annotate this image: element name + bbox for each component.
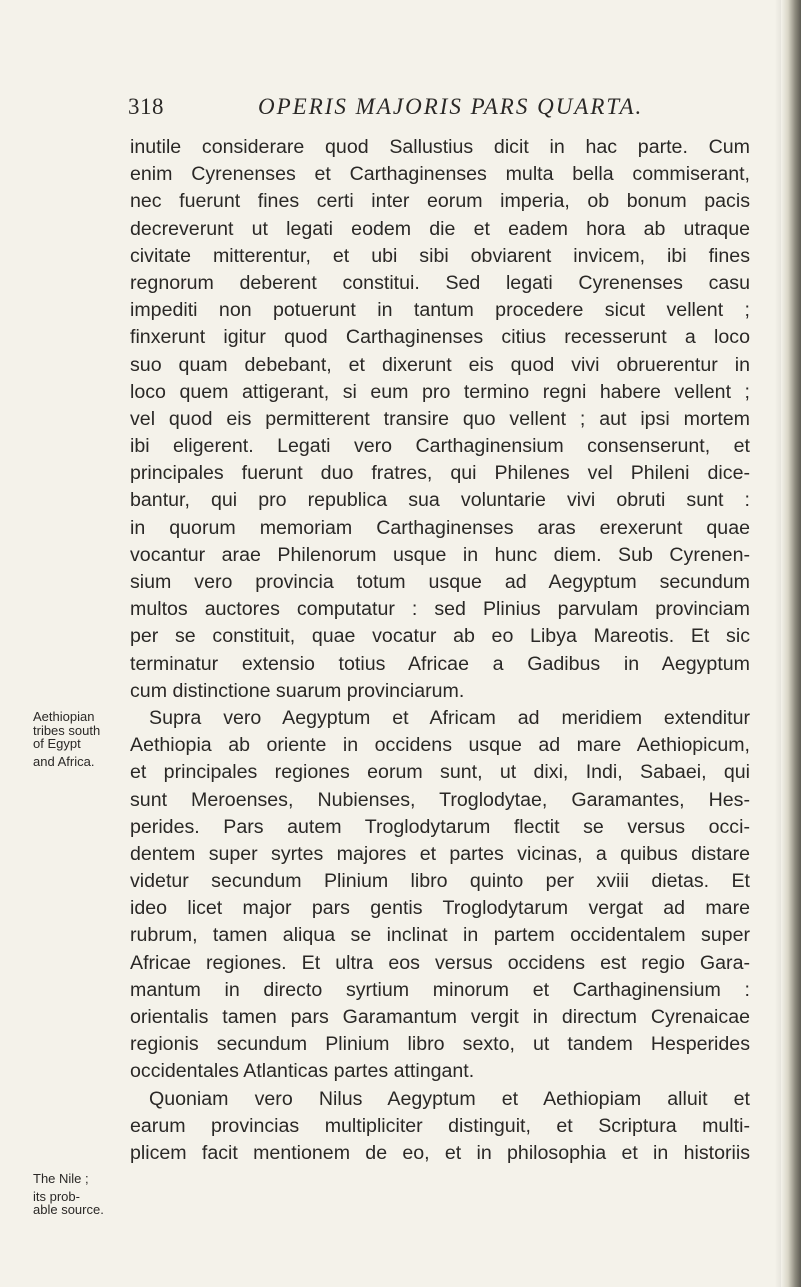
text-line: finxerunt igitur quod Carthaginenses citius recesserunt a loco [130, 326, 750, 349]
text-line: rubrum, tamen aliqua se inclinat in partem occidentalem super [130, 924, 750, 947]
text-line: perides. Pars autem Troglodytarum flectit se versus occi- [130, 815, 750, 838]
text-line: enim Cyrenenses et Carthaginenses multa bella commiserant, [130, 163, 750, 186]
text-line: nec fuerunt fines certi inter eorum imperia, ob bonum pacis [130, 190, 750, 213]
running-title: OPERIS MAJORIS PARS QUARTA. [258, 94, 644, 119]
text-line: et principales regiones eorum sunt, ut dixi, Indi, Sabaei, qui [130, 761, 750, 784]
text-line: civitate mitterentur, et ubi sibi obviarent invicem, ibi fines [130, 244, 750, 267]
text-line: multos auctores computatur : sed Plinius parvulam provinciam [130, 598, 750, 621]
text-line: in quorum memoriam Carthaginenses aras erexerunt quae [130, 516, 750, 539]
sidenote-aethiopian-tribes [33, 710, 128, 768]
text-line: orientalis tamen pars Garamantum vergit in directum Cyrenaicae [130, 1006, 750, 1028]
text-line: sium vero provincia totum usque ad Aegyptum secundum [130, 571, 750, 593]
text-line: earum provincias multipliciter distinguit, et Scriptura multi- [130, 1114, 750, 1137]
sidenote-line: tribes south [33, 722, 101, 738]
text-line: bantur, qui pro republica sua voluntarie vivi obruti sunt : [130, 489, 750, 512]
sidenote-line: and Africa. [33, 753, 95, 769]
text-line: Aethiopia ab oriente in occidens usque ad mare Aethiopicum, [130, 734, 750, 757]
sidenote-nile-source [33, 1172, 128, 1217]
text-line: decreverunt ut legati eodem die et eadem hora ab utraque [130, 217, 750, 240]
text-line: occidentales Atlanticas partes attingant. [130, 1060, 475, 1083]
text-line: sunt Meroenses, Nubienses, Troglodytae, Garamantes, Hes- [130, 788, 750, 811]
text-line: terminatur extensio totius Africae a Gadibus in Aegyptum [130, 652, 750, 675]
text-line: videtur secundum Plinium libro quinto per xviii dietas. Et [130, 870, 750, 893]
text-line: regionis secundum Plinium libro sexto, ut tandem Hesperides [130, 1033, 750, 1056]
text-line: ibi eligerent. Legati vero Carthaginensium consenserunt, et [130, 435, 750, 458]
text-line: suo quam debebant, et dixerunt eis quod vivi obruerentur in [130, 353, 750, 376]
sidenote-line: able source. [33, 1202, 104, 1217]
text-line: loco quem attigerant, si eum pro termino regni habere vellent ; [130, 380, 750, 403]
text-line: dentem super syrtes majores et partes vicinas, a quibus distare [130, 842, 750, 865]
sidenote-line: its prob- [33, 1188, 80, 1204]
text-line: vel quod eis permitterent transire quo vellent ; aut ipsi mortem [130, 407, 750, 430]
text-line: principales fuerunt duo fratres, qui Philenes vel Phileni dice- [130, 462, 750, 485]
running-head [128, 92, 768, 122]
text-line: Supra vero Aegyptum et Africam ad meridiem extenditur [149, 706, 750, 729]
text-line: mantum in directo syrtium minorum et Carthaginensium : [130, 978, 750, 1001]
text-line: regnorum deberent constitui. Sed legati Cyrenenses casu [130, 271, 750, 294]
text-line: Quoniam vero Nilus Aegyptum et Aethiopiam alluit et [149, 1087, 750, 1110]
text-line: impediti non potuerunt in tantum procedere sicut vellent ; [130, 299, 750, 322]
text-line: per se constituit, quae vocatur ab eo Libya Mareotis. Et sic [130, 625, 750, 648]
sidenote-line: of Egypt [33, 736, 81, 751]
sidenote-line: The Nile ; [33, 1171, 89, 1186]
text-line: plicem facit mentionem de eo, et in philosophia et in historiis [130, 1141, 750, 1164]
text-line: Africae regiones. Et ultra eos versus occidens est regio Gara- [130, 951, 750, 974]
sidenote-line: Aethiopian [33, 709, 95, 724]
page-number: 318 [128, 94, 164, 119]
body-text [130, 134, 750, 1167]
text-line: vocantur arae Philenorum usque in hunc diem. Sub Cyrenen- [130, 543, 750, 566]
text-line: ideo licet major pars gentis Troglodytarum vergat ad mare [130, 897, 750, 920]
page-edge [781, 0, 801, 1287]
text-line: inutile considerare quod Sallustius dicit in hac parte. Cum [130, 136, 750, 158]
text-line: cum distinctione suarum provinciarum. [130, 679, 465, 702]
